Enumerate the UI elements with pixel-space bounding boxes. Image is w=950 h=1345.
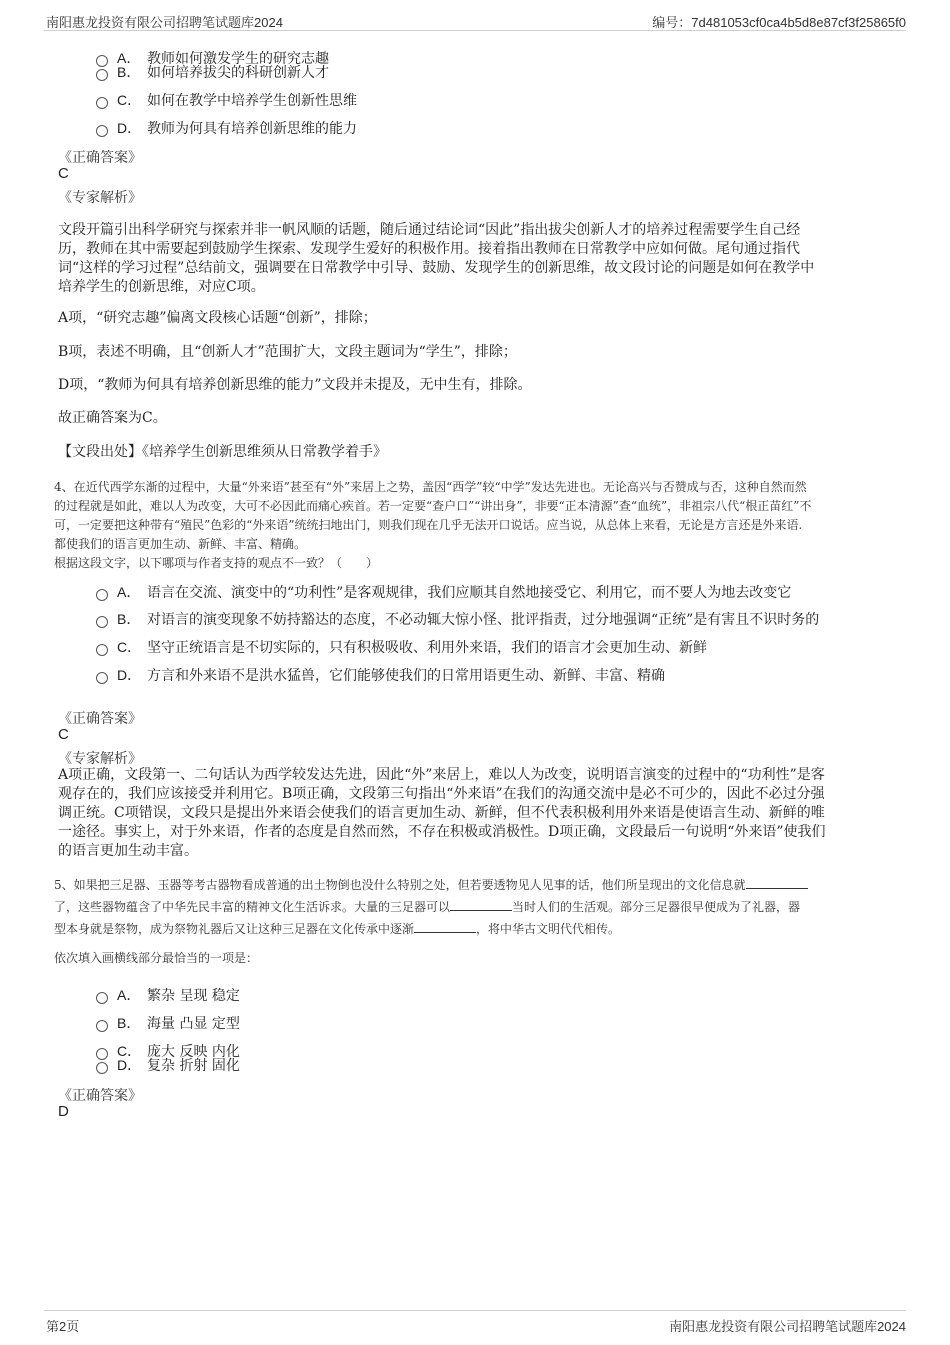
radio-icon[interactable] — [96, 644, 108, 656]
option-text: 语言在交流、演变中的“功利性”是客观规律，我们应顺其自然地接受它、利用它，而不要人为地去改变它 — [147, 585, 792, 601]
radio-icon[interactable] — [96, 97, 108, 109]
option-text: 海量 凸显 定型 — [147, 1016, 240, 1032]
option-letter: D． — [117, 667, 142, 683]
option-text: 庞大 反映 内化 — [147, 1044, 240, 1060]
q5-answer: D — [58, 1103, 69, 1120]
stem-line — [54, 918, 894, 940]
analysis-line: 培养学生的创新思维，对应C项。 — [58, 279, 265, 295]
radio-icon[interactable] — [96, 55, 108, 67]
q4-answer-label: 《正确答案》 — [58, 711, 142, 727]
radio-icon[interactable] — [96, 1048, 108, 1060]
option-letter: B． — [117, 64, 141, 80]
answer-blank — [414, 920, 476, 933]
option-letter: C． — [117, 639, 142, 655]
option-letter: B． — [117, 1015, 141, 1031]
option-text: 教师如何激发学生的研究志趣 — [147, 51, 329, 67]
header-title: 南阳惠龙投资有限公司招聘笔试题库2024 — [46, 15, 283, 30]
q3-note-d: D项，“教师为何具有培养创新思维的能力”文段并未提及，无中生有，排除。 — [58, 377, 532, 393]
option-text: 对语言的演变现象不妨持豁达的态度，不必动辄大惊小怪、批评指责，过分地强调“正统”是有害且不识时务的 — [147, 612, 820, 628]
radio-icon[interactable] — [96, 616, 108, 628]
stem-text: ，将中华古文明代代相传。 — [476, 922, 621, 936]
page-number: 第2页 — [46, 1319, 80, 1334]
analysis-line: 文段开篇引出科学研究与探索并非一帆风顺的话题，随后通过结论词“因此”指出拔尖创新人才的培养过程需要学生自己经 — [58, 222, 801, 238]
q3-note-a: A项，“研究志趣”偏离文段核心话题“创新”，排除； — [58, 310, 377, 326]
option-letter: B． — [117, 611, 141, 627]
stem-line: 都使我们的语言更加生动、新鲜、丰富、精确。 — [54, 537, 307, 551]
analysis-line: 一途径。事实上，对于外来语，作者的态度是自然而然，不存在积极或消极性。D项正确，文段最后一句说明“外来语”使我们 — [58, 824, 826, 840]
analysis-line: 词“这样的学习过程”总结前文，强调要在日常教学中引导、鼓励、发现学生的创新思维，故文段讨论的问题是如何在教学中 — [58, 260, 815, 276]
stem-text: 了，这些器物蕴含了中华先民丰富的精神文化生活诉求。大量的三足器可以 — [54, 900, 451, 914]
option-letter: A． — [117, 50, 141, 66]
option-text: 繁杂 呈现 稳定 — [147, 988, 240, 1004]
stem-line: 4、在近代西学东渐的过程中，大量“外来语”甚至有“外”来居上之势，盖因“西学”较“中学”发达先进也。无论高兴与否赞成与否，这种自然而然 — [54, 480, 807, 494]
footer-title: 南阳惠龙投资有限公司招聘笔试题库2024 — [669, 1319, 906, 1334]
header-doc-number: 编号：7d481053cf0ca4b5d8e87cf3f25865f0 — [652, 15, 906, 30]
answer-blank — [450, 898, 512, 911]
page-header — [44, 8, 906, 31]
q3-source: 【文段出处】《培养学生创新思维须从日常教学着手》 — [58, 444, 387, 460]
option-letter: C． — [117, 92, 142, 108]
radio-icon[interactable] — [96, 589, 108, 601]
question-line: 根据这段文字，以下哪项与作者支持的观点不一致？（ ） — [54, 556, 379, 570]
option-text: 坚守正统语言是不切实际的，只有积极吸收、利用外来语，我们的语言才会更加生动、新鲜 — [147, 640, 707, 656]
analysis-line: 调正统。C项错误，文段只是提出外来语会使我们的语言更加生动、新鲜，但不代表积极利用外来语是使语言生动、新鲜的唯 — [58, 805, 825, 821]
radio-icon[interactable] — [96, 1062, 108, 1074]
stem-line: 的过程就是如此，难以人为改变，大可不必因此而痛心疾首。若一定要“查户口”“讲出身”，非要“正本清源”查“血统”，非祖宗八代“根正苗红”不 — [54, 499, 812, 513]
q3-note-b: B项，表述不明确，且“创新人才”范围扩大，文段主题词为“学生”，排除； — [58, 344, 517, 360]
stem-line: 可，一定要把这种带有“殖民”色彩的“外来语”统统扫地出门，则我们现在几乎无法开口说话。应当说，从总体上来看，无论是方言还是外来语. — [54, 518, 803, 532]
q3-conclusion: 故正确答案为C。 — [58, 410, 167, 426]
analysis-line: 观存在的，我们应该接受并利用它。B项正确，文段第三句指出“外来语”在我们的沟通交流中是必不可少的，因此不必过分强 — [58, 786, 825, 802]
analysis-line: 历，教师在其中需要起到鼓励学生探索、发现学生爱好的积极作用。接着指出教师在日常教学中应如何做。尾句通过指代 — [58, 241, 800, 257]
option-letter: C． — [117, 1043, 142, 1059]
q5-question: 依次填入画横线部分最恰当的一项是： — [54, 951, 259, 965]
stem-text: 当时人们的生活观。部分三足器很早便成为了礼器，器 — [512, 900, 801, 914]
answer-blank — [746, 876, 808, 889]
option-text: 教师为何具有培养创新思维的能力 — [147, 121, 357, 137]
option-text: 如何培养拔尖的科研创新人才 — [147, 65, 329, 81]
q3-answer-label: 《正确答案》 — [58, 150, 142, 166]
radio-icon[interactable] — [96, 672, 108, 684]
option-letter: A． — [117, 584, 141, 600]
analysis-line: A项正确，文段第一、二句话认为西学较发达先进，因此“外”来居上，难以人为改变，说明语言演变的过程中的“功利性”是客 — [58, 767, 825, 783]
stem-text: 型本身就是祭物，成为祭物礼器后又让这种三足器在文化传承中逐渐 — [54, 922, 415, 936]
stem-text: 5、如果把三足器、玉器等考古器物看成普通的出土物倒也没什么特别之处，但若要透物见人见事的话，他们所呈现出的文化信息就 — [54, 878, 746, 892]
radio-icon[interactable] — [96, 992, 108, 1004]
option-letter: D． — [117, 120, 142, 136]
q5-answer-label: 《正确答案》 — [58, 1088, 142, 1104]
radio-icon[interactable] — [96, 125, 108, 137]
stem-line — [54, 874, 894, 896]
option-text: 复杂 折射 固化 — [147, 1058, 240, 1074]
option-letter: D． — [117, 1057, 142, 1073]
radio-icon[interactable] — [96, 69, 108, 81]
stem-line — [54, 896, 894, 918]
q3-answer: C — [58, 165, 69, 182]
radio-icon[interactable] — [96, 1020, 108, 1032]
q3-analysis-label: 《专家解析》 — [58, 190, 142, 206]
page-footer — [44, 1310, 906, 1337]
q4-stem — [54, 478, 894, 573]
option-text: 方言和外来语不是洪水猛兽，它们能够使我们的日常用语更生动、新鲜、丰富、精确 — [147, 668, 665, 684]
option-text: 如何在教学中培养学生创新性思维 — [147, 93, 357, 109]
q4-analysis — [58, 766, 890, 861]
option-letter: A． — [117, 987, 141, 1003]
analysis-line: 的语言更加生动丰富。 — [58, 843, 198, 859]
q4-answer: C — [58, 726, 69, 743]
q5-stem — [54, 874, 894, 940]
q4-analysis-label: 《专家解析》 — [58, 751, 142, 767]
q3-analysis — [58, 221, 890, 297]
